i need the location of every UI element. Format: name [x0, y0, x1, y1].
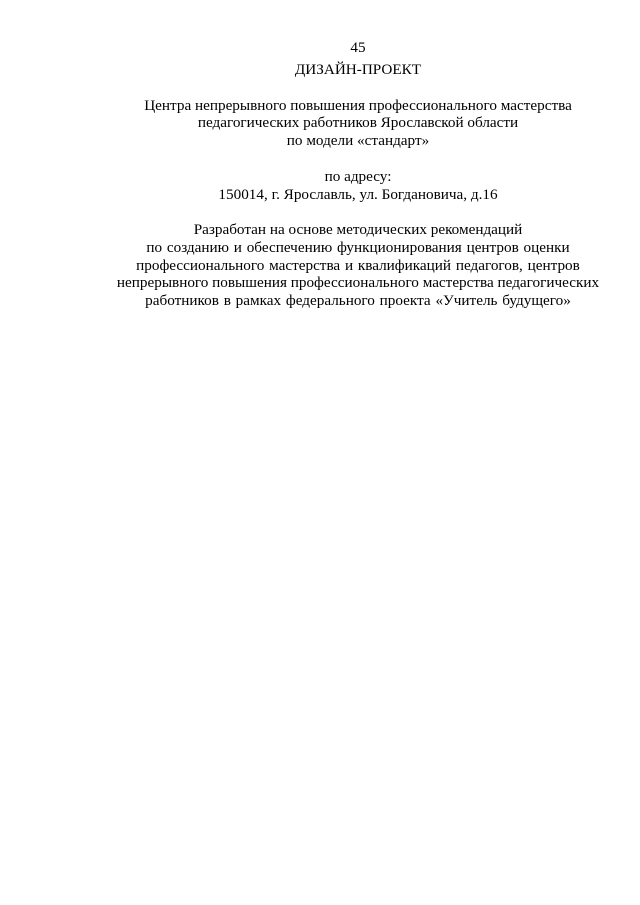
basis-line: Разработан на основе методических рекомендаций — [193, 221, 523, 238]
page-number: 45 — [350, 39, 366, 56]
center-name-line: Центра непрерывного повышения профессионального мастерства — [144, 97, 572, 114]
address-label: по адресу: — [324, 168, 392, 185]
center-model-line: по модели «стандарт» — [286, 132, 430, 149]
center-name-line: педагогических работников Ярославской области — [197, 114, 519, 131]
basis-line: работников в рамках федерального проекта «Учитель будущего» — [145, 292, 571, 309]
basis-line: непрерывного повышения профессионального мастерства педагогических — [116, 274, 600, 291]
basis-line: по созданию и обеспечению функционирования центров оценки — [146, 239, 570, 256]
basis-line: профессионального мастерства и квалификаций педагогов, центров — [136, 257, 580, 274]
document-title: ДИЗАЙН-ПРОЕКТ — [294, 61, 422, 78]
address-value: 150014, г. Ярославль, ул. Богдановича, д.16 — [218, 186, 498, 203]
